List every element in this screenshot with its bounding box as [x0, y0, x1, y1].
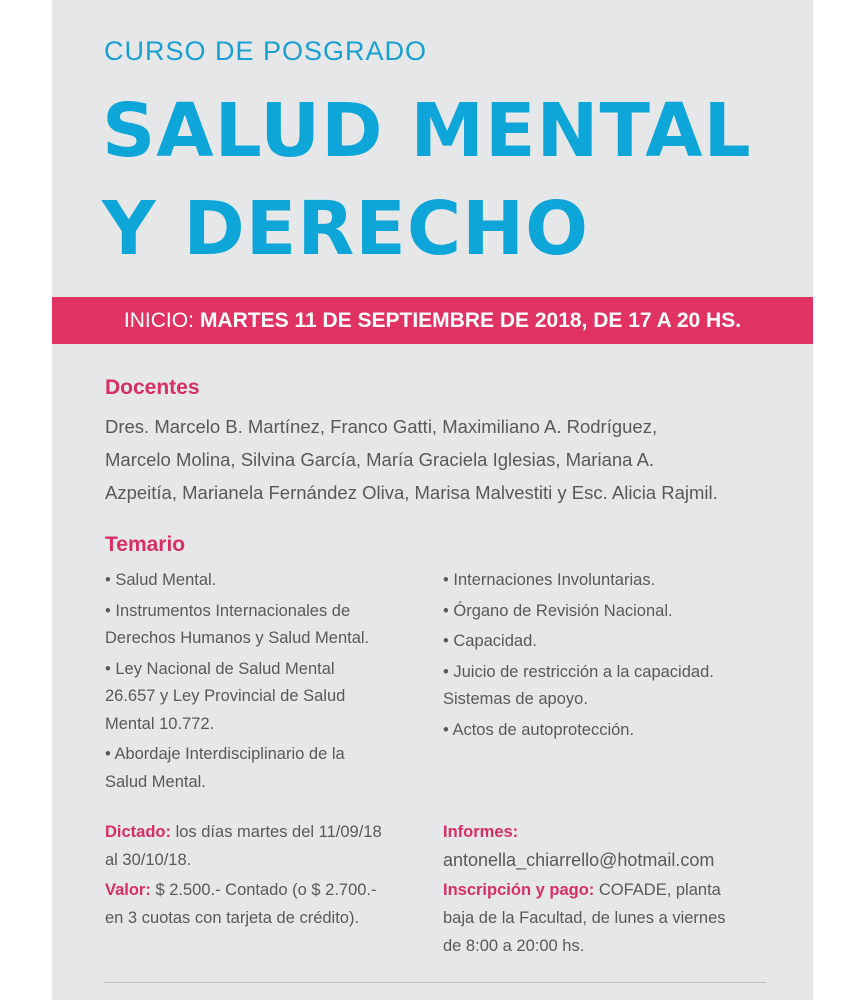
temario-item-text: Salud Mental.	[105, 772, 206, 791]
temario-right-column	[443, 567, 783, 747]
temario-item	[105, 567, 425, 595]
temario-item-text: • Juicio de restricción a la capacidad.	[443, 662, 714, 681]
temario-item	[443, 628, 783, 656]
temario-item	[443, 717, 783, 745]
informes-label: Informes:	[443, 823, 519, 841]
docentes-heading: Docentes	[105, 376, 200, 399]
temario-left-column	[105, 567, 425, 799]
temario-item	[105, 656, 425, 739]
temario-item	[443, 567, 783, 595]
temario-item-text: • Instrumentos Internacionales de	[105, 601, 351, 620]
temario-item	[443, 598, 783, 626]
inscripcion-text-2: baja de la Facultad, de lunes a viernes	[443, 909, 726, 927]
start-date-label: INICIO:	[123, 308, 194, 332]
temario-item-text: Derechos Humanos y Salud Mental.	[105, 629, 370, 647]
valor-block	[105, 876, 435, 932]
valor-text-2: en 3 cuotas con tarjeta de crédito).	[105, 909, 360, 927]
dictado-text-2: al 30/10/18.	[105, 851, 192, 869]
inscripcion-text: COFADE, planta	[594, 881, 721, 899]
docentes-list	[105, 410, 785, 509]
valor-label: Valor:	[105, 881, 151, 899]
temario-item-text: Sistemas de apoyo.	[443, 690, 588, 708]
temario-item	[105, 598, 425, 653]
dictado-label: Dictado:	[105, 823, 171, 841]
informes-email[interactable]: antonella_chiarrello@hotmail.com	[443, 850, 715, 870]
bottom-divider	[104, 982, 766, 983]
start-date-value: MARTES 11 DE SEPTIEMBRE DE 2018, DE 17 A 20 HS.	[199, 308, 742, 332]
valor-text: $ 2.500.- Contado (o $ 2.700.-	[150, 881, 377, 899]
course-title	[102, 82, 752, 278]
temario-item	[443, 659, 783, 714]
inscripcion-text-3: de 8:00 a 20:00 hs.	[443, 937, 585, 955]
start-date-banner	[52, 297, 813, 344]
temario-item-text: • Internaciones Involuntarias.	[443, 571, 656, 589]
docentes-line: Dres. Marcelo B. Martínez, Franco Gatti, Maximiliano A. Rodríguez,	[105, 416, 658, 437]
inscripcion-block	[443, 876, 783, 960]
temario-heading: Temario	[105, 533, 186, 556]
docentes-line: Marcelo Molina, Silvina García, María Graciela Iglesias, Mariana A.	[105, 449, 655, 470]
dictado-text: los días martes del 11/09/18	[171, 823, 382, 841]
docentes-line: Azpeitía, Marianela Fernández Oliva, Marisa Malvestiti y Esc. Alicia Rajmil.	[105, 482, 718, 503]
temario-item-text: • Órgano de Revisión Nacional.	[443, 601, 673, 620]
temario-item-text: • Actos de autoprotección.	[443, 720, 635, 739]
informes-block	[443, 818, 783, 874]
course-type-label: CURSO DE POSGRADO	[104, 36, 428, 66]
temario-item	[105, 741, 425, 796]
dictado-block	[105, 818, 435, 874]
inscripcion-label: Inscripción y pago:	[443, 881, 595, 899]
temario-item-text: • Abordaje Interdisciplinario de la	[105, 745, 345, 763]
course-title-line-2: Y DERECHO	[102, 186, 590, 272]
temario-item-text: • Salud Mental.	[105, 571, 217, 589]
course-title-line-1: SALUD MENTAL	[102, 88, 752, 174]
temario-item-text: • Capacidad.	[443, 632, 537, 650]
temario-item-text: • Ley Nacional de Salud Mental	[105, 659, 335, 678]
temario-item-text: Mental 10.772.	[105, 714, 215, 733]
temario-item-text: 26.657 y Ley Provincial de Salud	[105, 687, 346, 705]
